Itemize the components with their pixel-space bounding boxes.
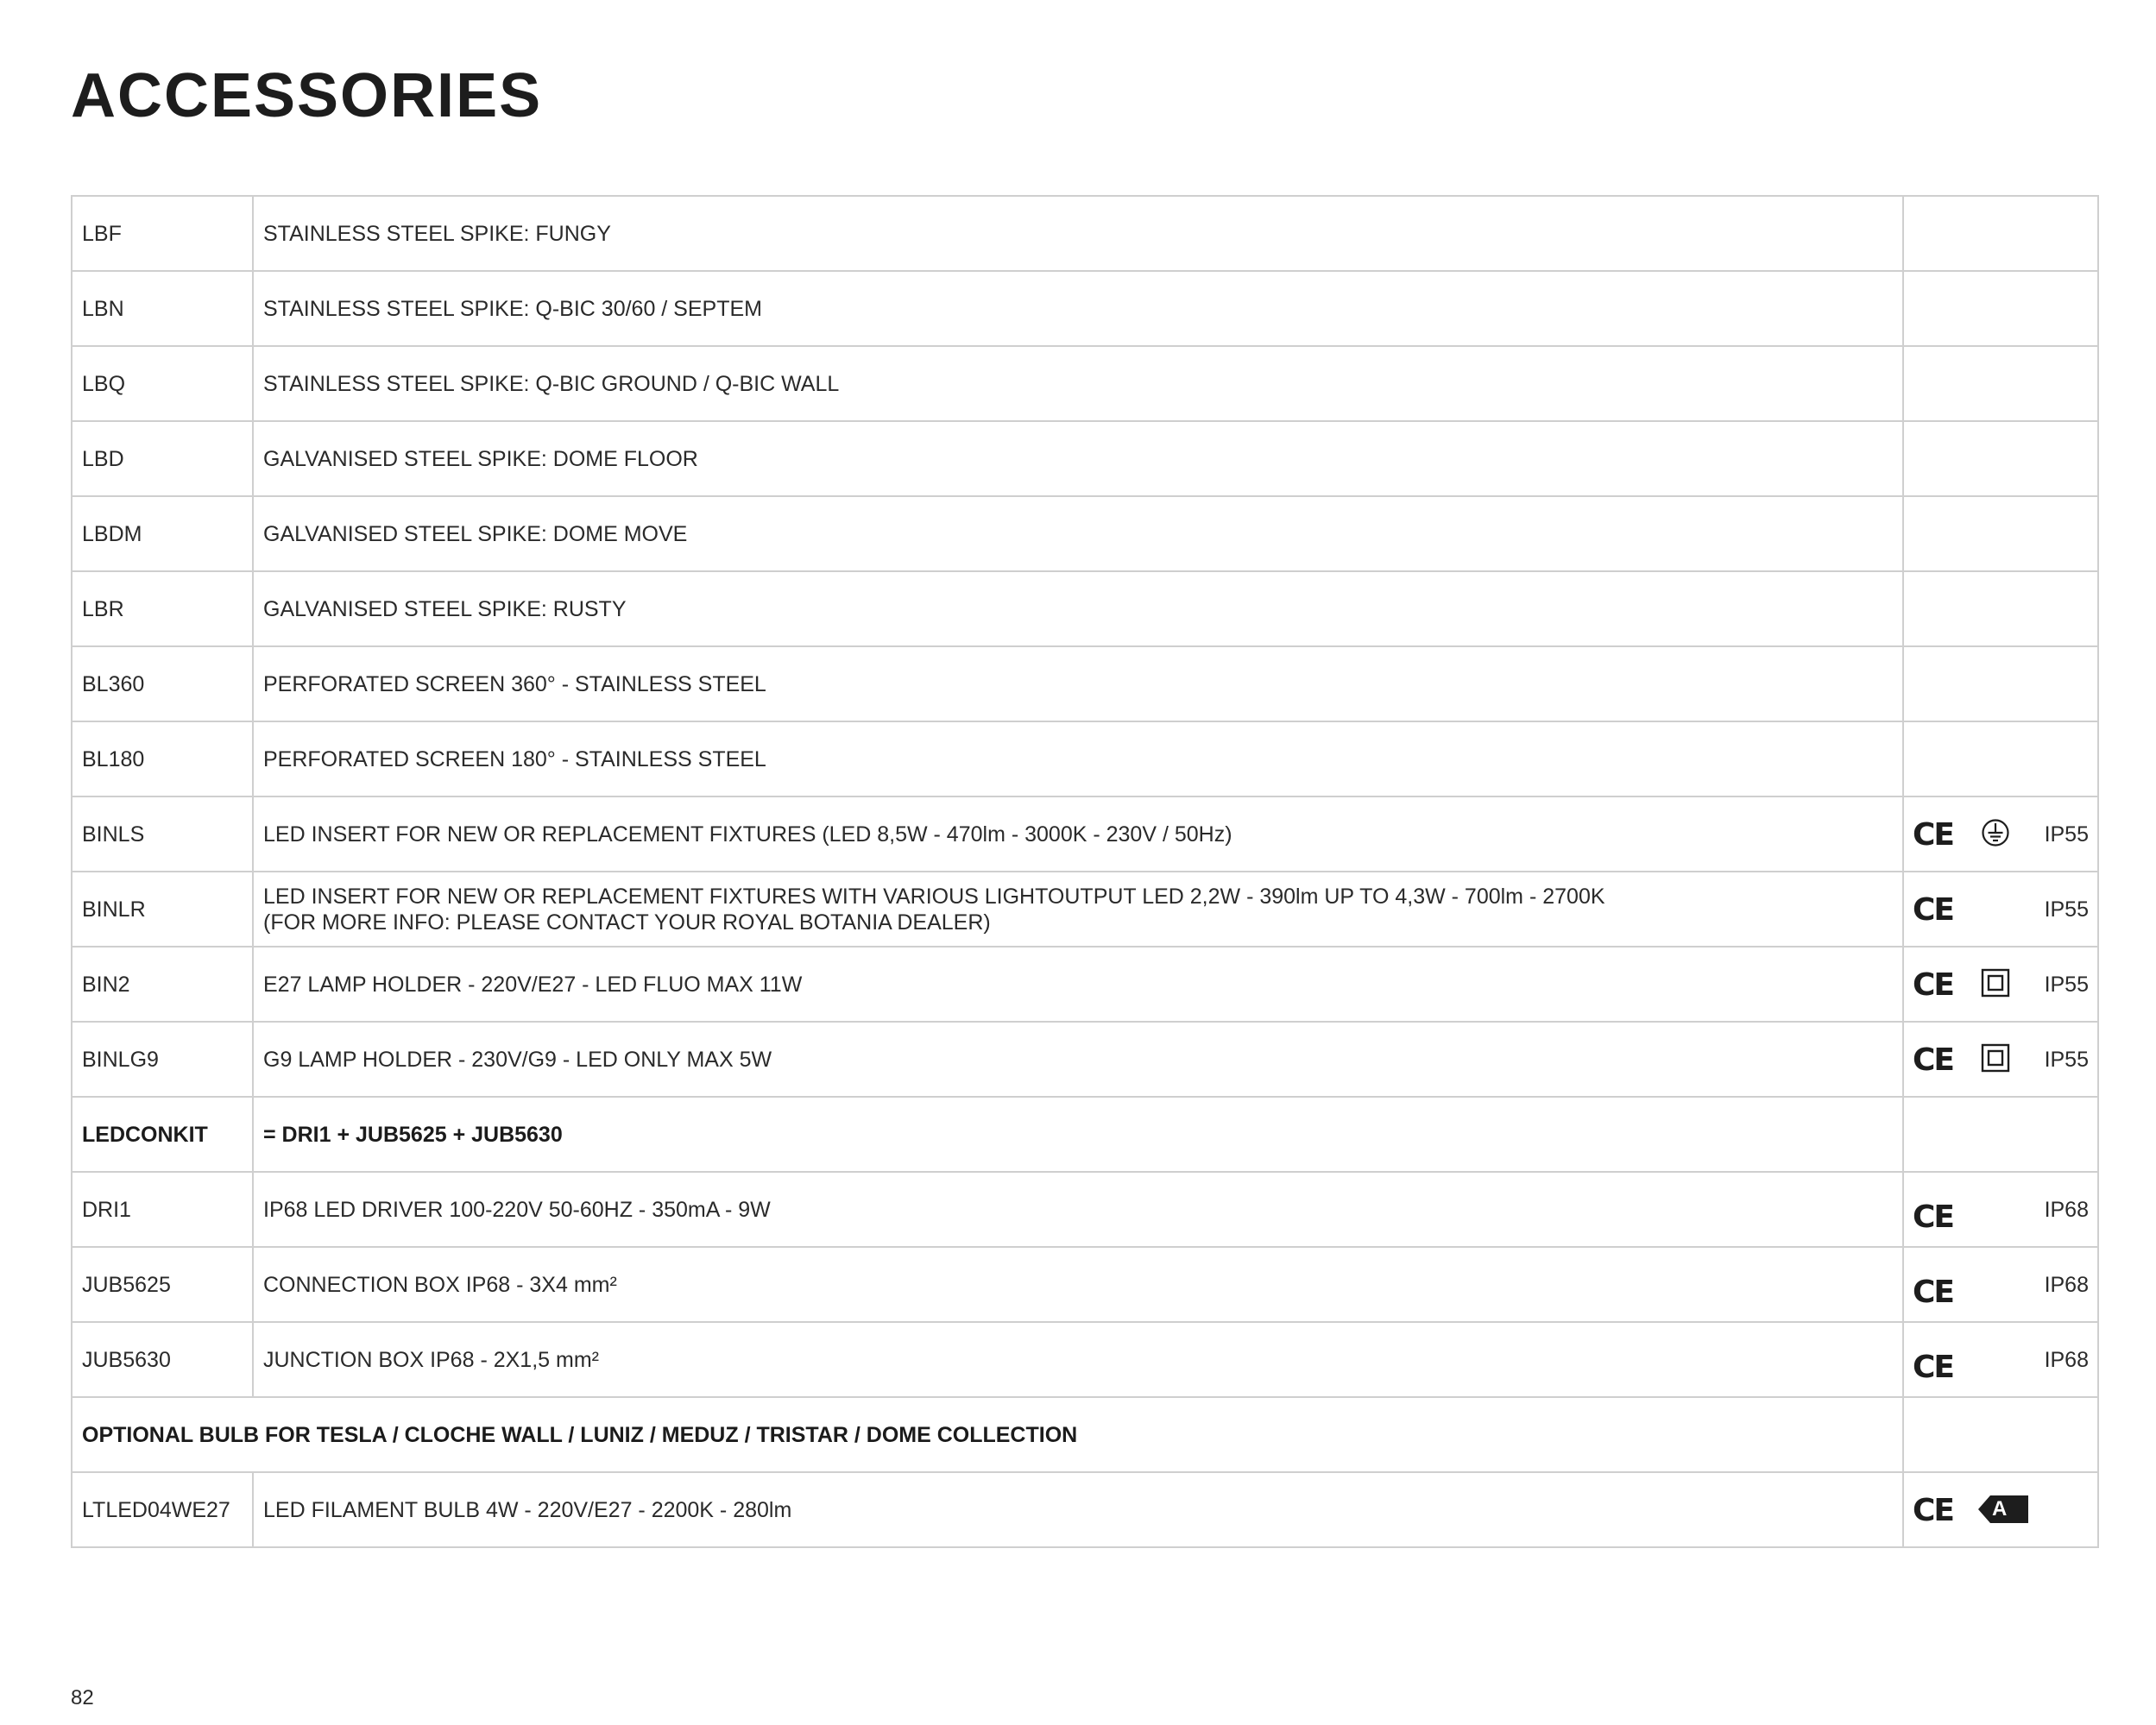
certification-cell	[1903, 1022, 2098, 1097]
product-description: = DRI1 + JUB5625 + JUB5630	[253, 1097, 1903, 1172]
ip-rating: IP55	[2044, 822, 2089, 847]
ce-mark-icon: CE	[1913, 1350, 1954, 1385]
description-line: LED INSERT FOR NEW OR REPLACEMENT FIXTURES WITH VARIOUS LIGHTOUTPUT LED 2,2W - 390lm UP TO 4,3W - 700lm - 2700K	[263, 884, 1605, 909]
table-row-kit	[72, 1097, 2098, 1172]
certification-cell	[1903, 872, 2098, 947]
certification-cell	[1903, 196, 2098, 271]
product-description: STAINLESS STEEL SPIKE: Q-BIC GROUND / Q-BIC WALL	[253, 346, 1903, 421]
table-row	[72, 196, 2098, 271]
page-number: 82	[71, 1686, 94, 1709]
product-code: LBQ	[72, 346, 253, 421]
page-title: ACCESSORIES	[71, 61, 543, 130]
ce-mark-icon: CE	[1913, 1275, 1954, 1310]
product-code: JUB5630	[72, 1322, 253, 1397]
product-code: LBF	[72, 196, 253, 271]
description-line: (FOR MORE INFO: PLEASE CONTACT YOUR ROYAL BOTANIA DEALER)	[263, 910, 991, 935]
table-row	[72, 1022, 2098, 1097]
ip-rating: IP68	[2044, 1348, 2089, 1372]
certification-cell	[1903, 496, 2098, 571]
certification-cell	[1903, 1097, 2098, 1172]
certification-cell	[1903, 721, 2098, 796]
ce-mark-icon: CE	[1913, 1493, 1954, 1528]
energy-class-label: A	[1992, 1497, 2008, 1520]
product-description: GALVANISED STEEL SPIKE: RUSTY	[253, 571, 1903, 646]
product-description: E27 LAMP HOLDER - 220V/E27 - LED FLUO MAX 11W	[253, 947, 1903, 1022]
table-row	[72, 947, 2098, 1022]
product-code: JUB5625	[72, 1247, 253, 1322]
table-row	[72, 271, 2098, 346]
product-code: LTLED04WE27	[72, 1472, 253, 1547]
certification-cell	[1903, 571, 2098, 646]
table-row	[72, 721, 2098, 796]
ip-rating: IP55	[2044, 897, 2089, 922]
table-row	[72, 646, 2098, 721]
product-code: BIN2	[72, 947, 253, 1022]
ip-rating: IP68	[2044, 1198, 2089, 1222]
table-row	[72, 1322, 2098, 1397]
product-description: PERFORATED SCREEN 360° - STAINLESS STEEL	[253, 646, 1903, 721]
ce-mark-icon: CE	[1913, 817, 1954, 853]
table-row	[72, 346, 2098, 421]
table-row	[72, 796, 2098, 872]
certification-cell	[1903, 646, 2098, 721]
certification-cell	[1903, 947, 2098, 1022]
product-code: BINLS	[72, 796, 253, 872]
table-row	[72, 872, 2098, 947]
product-code: DRI1	[72, 1172, 253, 1247]
class-ii-double-insulation-icon	[1981, 968, 2010, 998]
product-description: G9 LAMP HOLDER - 230V/G9 - LED ONLY MAX 5W	[253, 1022, 1903, 1097]
product-description: CONNECTION BOX IP68 - 3X4 mm²	[253, 1247, 1903, 1322]
product-code: BL360	[72, 646, 253, 721]
earth-ground-icon	[1981, 818, 2010, 847]
ce-mark-icon: CE	[1913, 1199, 1954, 1235]
table-row	[72, 421, 2098, 496]
product-code: LEDCONKIT	[72, 1097, 253, 1172]
table-row	[72, 496, 2098, 571]
section-heading: OPTIONAL BULB FOR TESLA / CLOCHE WALL / LUNIZ / MEDUZ / TRISTAR / DOME COLLECTION	[72, 1397, 1903, 1472]
product-code: BL180	[72, 721, 253, 796]
certification-cell	[1903, 1472, 2098, 1547]
product-code: LBDM	[72, 496, 253, 571]
product-code: LBR	[72, 571, 253, 646]
table-row	[72, 1247, 2098, 1322]
ce-mark-icon: CE	[1913, 967, 1954, 1003]
product-code: BINLR	[72, 872, 253, 947]
certification-cell	[1903, 796, 2098, 872]
product-description: IP68 LED DRIVER 100-220V 50-60HZ - 350mA - 9W	[253, 1172, 1903, 1247]
certification-cell	[1903, 1172, 2098, 1247]
product-description: LED INSERT FOR NEW OR REPLACEMENT FIXTURES (LED 8,5W - 470lm - 3000K - 230V / 50Hz)	[253, 796, 1903, 872]
table-row	[72, 571, 2098, 646]
certification-cell	[1903, 1247, 2098, 1322]
product-description	[253, 872, 1903, 947]
product-description: STAINLESS STEEL SPIKE: Q-BIC 30/60 / SEPTEM	[253, 271, 1903, 346]
product-description: STAINLESS STEEL SPIKE: FUNGY	[253, 196, 1903, 271]
certification-cell	[1903, 346, 2098, 421]
accessories-table	[71, 195, 2099, 1548]
ce-mark-icon: CE	[1913, 1042, 1954, 1078]
ip-rating: IP55	[2044, 973, 2089, 997]
product-description: GALVANISED STEEL SPIKE: DOME MOVE	[253, 496, 1903, 571]
product-description: PERFORATED SCREEN 180° - STAINLESS STEEL	[253, 721, 1903, 796]
ip-rating: IP55	[2044, 1048, 2089, 1072]
product-description: LED FILAMENT BULB 4W - 220V/E27 - 2200K - 280lm	[253, 1472, 1903, 1547]
certification-cell	[1903, 271, 2098, 346]
product-description: GALVANISED STEEL SPIKE: DOME FLOOR	[253, 421, 1903, 496]
ce-mark-icon: CE	[1913, 892, 1954, 928]
table-row	[72, 1472, 2098, 1547]
table-row	[72, 1172, 2098, 1247]
class-ii-double-insulation-icon	[1981, 1043, 2010, 1073]
certification-cell	[1903, 1322, 2098, 1397]
product-code: BINLG9	[72, 1022, 253, 1097]
product-code: LBN	[72, 271, 253, 346]
section-heading-row	[72, 1397, 2098, 1472]
product-description: JUNCTION BOX IP68 - 2X1,5 mm²	[253, 1322, 1903, 1397]
ip-rating: IP68	[2044, 1273, 2089, 1297]
product-code: LBD	[72, 421, 253, 496]
certification-cell	[1903, 421, 2098, 496]
certification-cell	[1903, 1397, 2098, 1472]
